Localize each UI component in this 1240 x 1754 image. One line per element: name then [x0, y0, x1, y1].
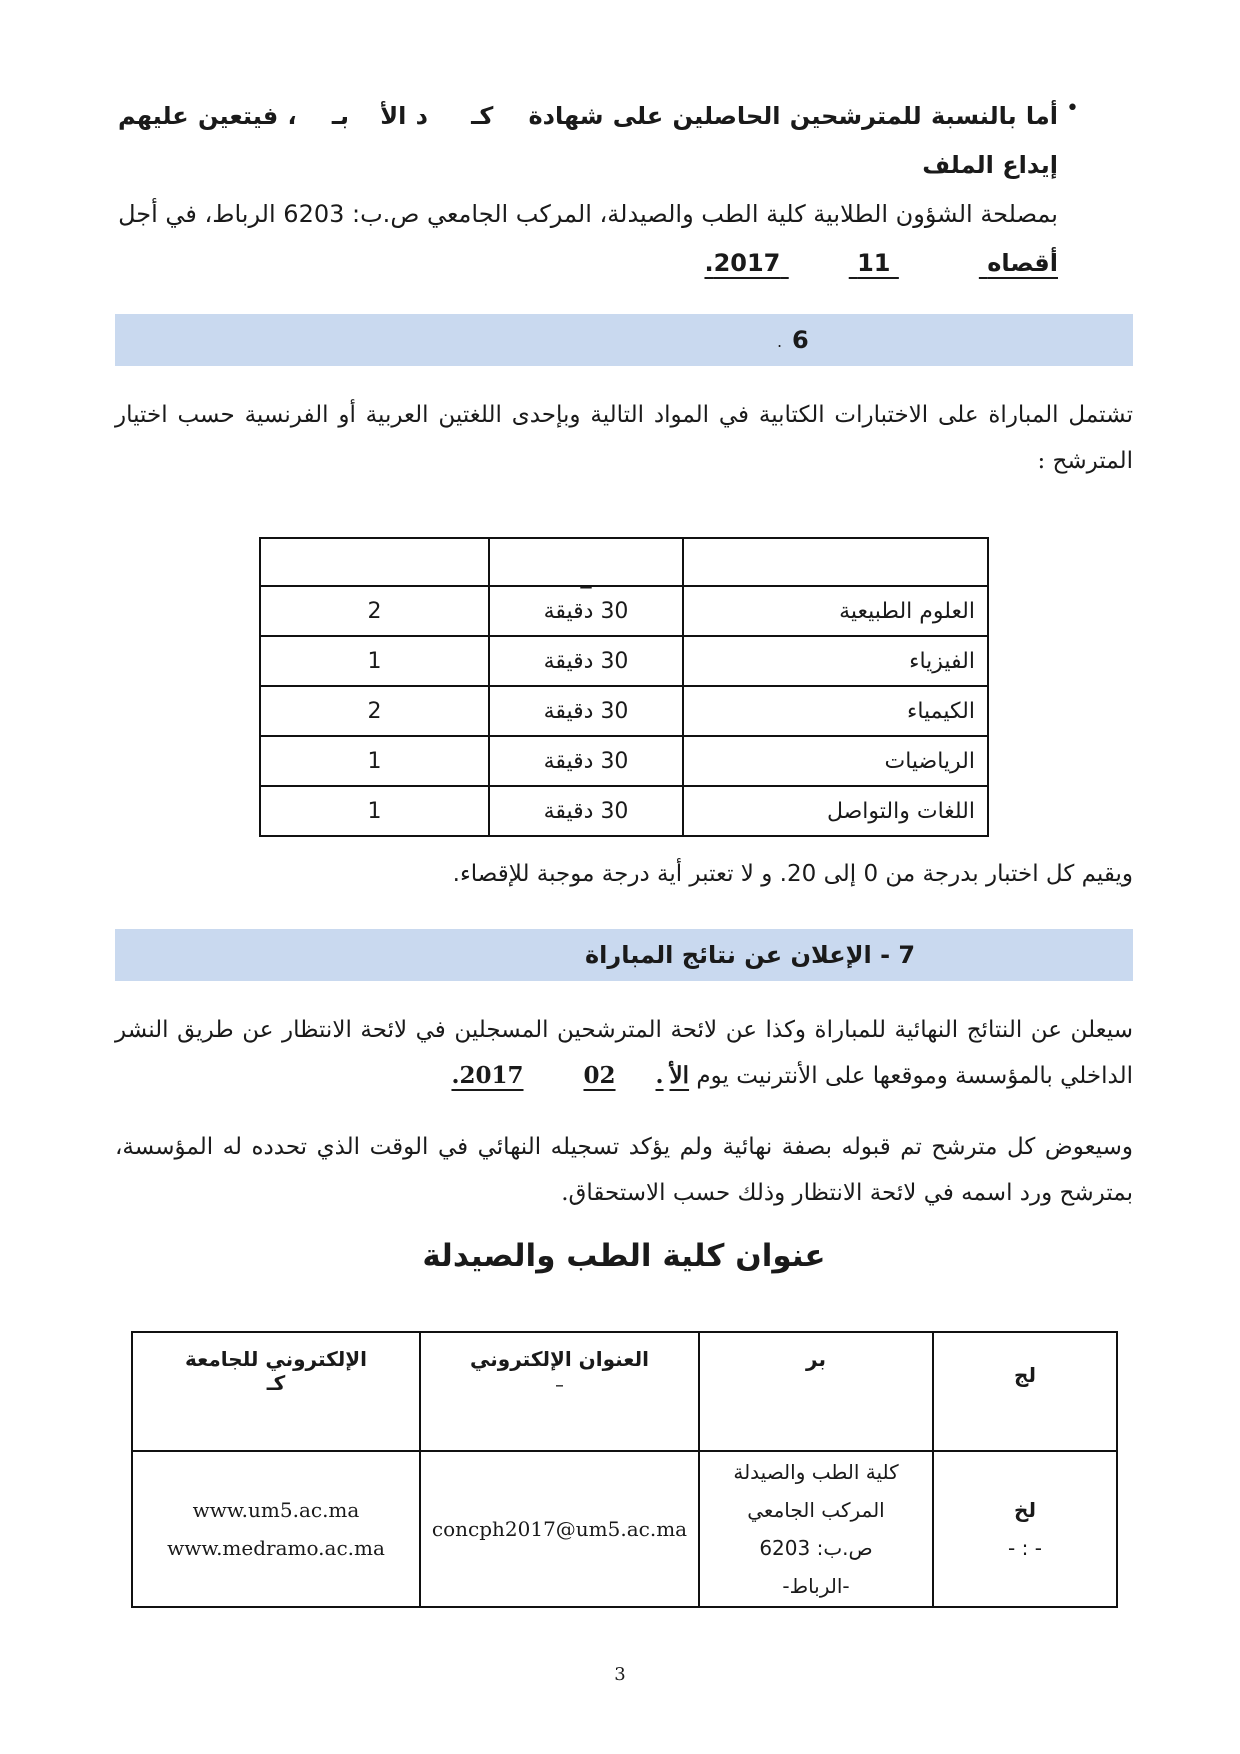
- contact-table: [131, 1331, 1118, 1608]
- results-date: الأ.022017.: [451, 1062, 690, 1089]
- header-website: الإلكتروني للجامعة كـ: [132, 1332, 420, 1451]
- duration-cell: 30 دقيقة: [489, 636, 683, 686]
- duration-cell: 30 دقيقة: [489, 786, 683, 836]
- coefficient-cell: 2: [260, 686, 489, 736]
- header-phone: لج: [933, 1332, 1117, 1451]
- phone-cell: لخ - : -: [933, 1451, 1117, 1607]
- table-row: [260, 686, 988, 736]
- header-email: العنوان الإلكتروني _: [420, 1332, 699, 1451]
- subject-cell: العلوم الطبيعية: [683, 586, 988, 636]
- grading-note: ويقيم كل اختبار بدرجة من 0 إلى 20. و لا تعتبر أية درجة موجبة للإقصاء.: [452, 861, 1133, 887]
- website-link[interactable]: www.um5.ac.ma: [192, 1498, 360, 1522]
- header-duration: _: [489, 538, 683, 586]
- deadline-month: 11: [857, 249, 891, 277]
- header-postal: بر: [699, 1332, 933, 1451]
- fragment-2: د الأ: [380, 102, 428, 130]
- exams-table-header: [260, 538, 988, 586]
- section-7-title: 7 - الإعلان عن نتائج المباراة: [585, 941, 916, 969]
- coefficient-cell: 1: [260, 786, 489, 836]
- deadline-year: 2017.: [704, 249, 781, 277]
- postal-cell: كلية الطب والصيدلة المركب الجامعي ص.ب: 6203 -الرباط-: [699, 1451, 933, 1607]
- subject-cell: الرياضيات: [683, 736, 988, 786]
- table-row: [260, 786, 988, 836]
- section-6-suffix: .: [777, 332, 783, 351]
- section-6-header: [115, 314, 1133, 366]
- deposit-paragraph: [118, 92, 1058, 288]
- address-title: عنوان كلية الطب والصيدلة: [422, 1238, 826, 1274]
- coefficient-cell: 2: [260, 586, 489, 636]
- deposit-line-1: [118, 92, 1058, 190]
- deposit-line-2: بمصلحة الشؤون الطلابية كلية الطب والصيدلة، المركب الجامعي ص.ب: 6203 الرباط، في أجل: [118, 200, 1058, 228]
- email-cell[interactable]: concph2017@um5.ac.ma: [420, 1451, 699, 1607]
- exams-intro: تشتمل المباراة على الاختبارات الكتابية في المواد التالية وبإحدى اللغتين العربية أو الفرنسية حسب اختيار المترشح :: [115, 402, 1133, 474]
- subject-cell: اللغات والتواصل: [683, 786, 988, 836]
- subject-cell: الكيمياء: [683, 686, 988, 736]
- website-cell: [132, 1451, 420, 1607]
- website-link[interactable]: www.medramo.ac.ma: [167, 1536, 385, 1560]
- coefficient-cell: 1: [260, 736, 489, 786]
- header-coefficient: [260, 538, 489, 586]
- subject-cell: الفيزياء: [683, 636, 988, 686]
- contact-table-header: [132, 1332, 1117, 1451]
- exams-table: [259, 537, 989, 837]
- table-row: [260, 736, 988, 786]
- deposit-deadline: [118, 239, 1058, 288]
- duration-cell: 30 دقيقة: [489, 586, 683, 636]
- contact-row: [132, 1451, 1117, 1607]
- table-row: [260, 636, 988, 686]
- bullet-marker: •: [1066, 96, 1079, 121]
- section-7-header: [115, 929, 1133, 981]
- results-text: سيعلن عن النتائج النهائية للمباراة وكذا عن لائحة المترشحين المسجلين في لائحة الانتظار عن طريق النشر الداخلي بالمؤسسة وموقعها على الأنترنيت يوم: [115, 1017, 1133, 1089]
- duration-cell: 30 دقيقة: [489, 686, 683, 736]
- header-subject: [683, 538, 988, 586]
- table-row: [260, 586, 988, 636]
- section-6-number: 6: [792, 326, 809, 354]
- replacement-paragraph: وسيعوض كل مترشح تم قبوله بصفة نهائية ولم يؤكد تسجيله النهائي في الوقت الذي تحدده له المؤسسة، بمترشح ورد اسمه في لائحة الانتظار وذلك حسب الاستحقاق.: [115, 1134, 1133, 1206]
- fragment-1: كـ: [471, 102, 494, 130]
- deposit-line-1-end: ، فيتعين عليهم إيداع الملف: [118, 102, 1058, 179]
- results-paragraph: [115, 1007, 1133, 1099]
- deposit-line-1-text: أما بالنسبة للمترشحين الحاصلين على شهادة: [528, 102, 1059, 130]
- fragment-3: بـ: [331, 102, 350, 130]
- page-number: 3: [614, 1664, 626, 1685]
- coefficient-cell: 1: [260, 636, 489, 686]
- duration-cell: 30 دقيقة: [489, 736, 683, 786]
- deadline-label: أقصاه: [987, 249, 1058, 277]
